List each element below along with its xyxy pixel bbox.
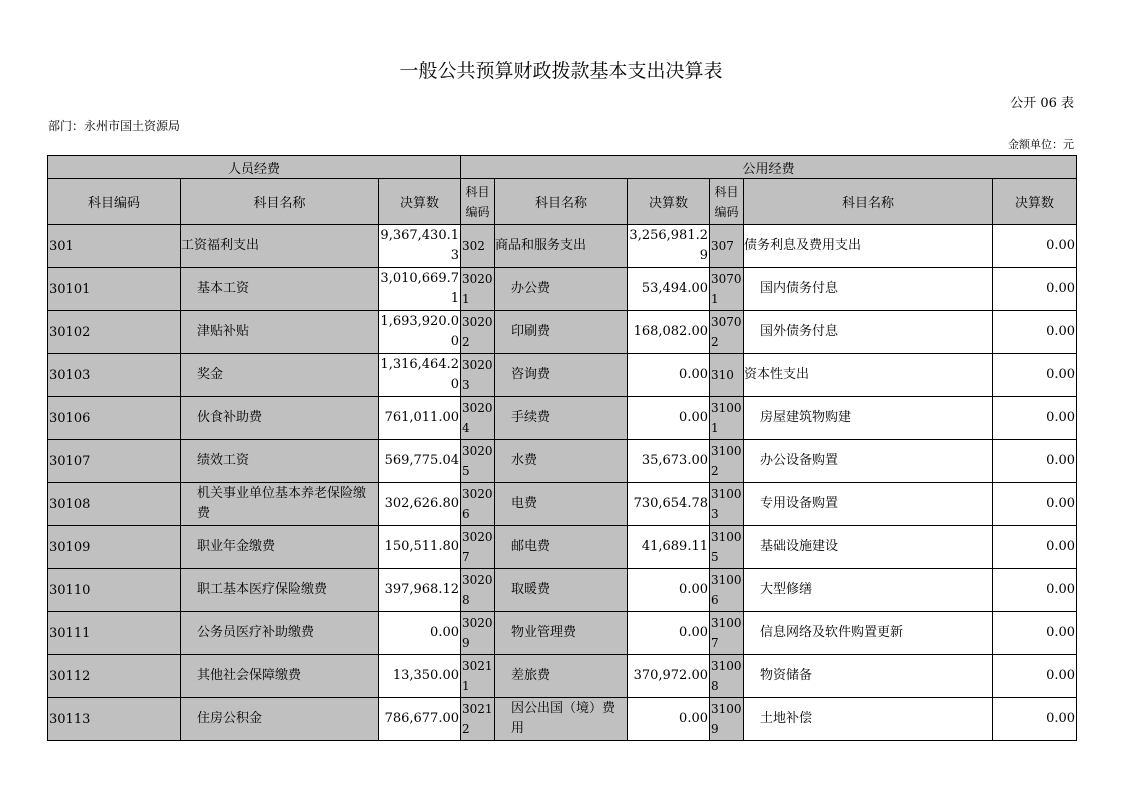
personnel-code-cell: 30101 — [48, 268, 181, 311]
table-row — [48, 569, 1077, 612]
personnel-amount-cell: 9,367,430.13 — [379, 225, 461, 268]
capital-name-cell: 资本性支出 — [744, 354, 993, 397]
personnel-code-cell: 30106 — [48, 397, 181, 440]
col-header-code: 科目编码 — [461, 179, 495, 225]
group-header-public: 公用经费 — [461, 156, 1077, 179]
capital-code-cell: 31002 — [710, 440, 744, 483]
personnel-code-cell: 30103 — [48, 354, 181, 397]
capital-amount-cell: 0.00 — [993, 397, 1077, 440]
capital-amount-cell: 0.00 — [993, 354, 1077, 397]
personnel-code-cell: 30110 — [48, 569, 181, 612]
public-code-cell: 30208 — [461, 569, 495, 612]
col-header-amount: 决算数 — [379, 179, 461, 225]
col-header-code: 科目编码 — [48, 179, 181, 225]
personnel-name-cell: 津贴补贴 — [181, 311, 379, 354]
personnel-name-cell: 机关事业单位基本养老保险缴费 — [181, 483, 379, 526]
personnel-name-cell: 职业年金缴费 — [181, 526, 379, 569]
public-code-cell: 30207 — [461, 526, 495, 569]
table-row — [48, 440, 1077, 483]
department-label: 部门：永州市国土资源局 — [48, 119, 181, 133]
capital-name-cell: 房屋建筑物购建 — [744, 397, 993, 440]
table-row — [48, 612, 1077, 655]
personnel-code-cell: 30107 — [48, 440, 181, 483]
public-name-cell: 咨询费 — [495, 354, 628, 397]
public-amount-cell: 0.00 — [628, 354, 710, 397]
personnel-name-cell: 职工基本医疗保险缴费 — [181, 569, 379, 612]
table-row — [48, 225, 1077, 268]
public-name-cell: 电费 — [495, 483, 628, 526]
capital-code-cell: 310 — [710, 354, 744, 397]
public-amount-cell: 3,256,981.29 — [628, 225, 710, 268]
table-row — [48, 483, 1077, 526]
personnel-name-cell: 其他社会保障缴费 — [181, 655, 379, 698]
personnel-amount-cell: 150,511.80 — [379, 526, 461, 569]
capital-code-cell: 30701 — [710, 268, 744, 311]
personnel-code-cell: 30109 — [48, 526, 181, 569]
capital-amount-cell: 0.00 — [993, 483, 1077, 526]
table-row — [48, 268, 1077, 311]
table-row — [48, 655, 1077, 698]
personnel-name-cell: 绩效工资 — [181, 440, 379, 483]
personnel-code-cell: 30108 — [48, 483, 181, 526]
capital-amount-cell: 0.00 — [993, 268, 1077, 311]
capital-name-cell: 大型修缮 — [744, 569, 993, 612]
public-name-cell: 办公费 — [495, 268, 628, 311]
public-code-cell: 30206 — [461, 483, 495, 526]
capital-name-cell: 国内债务付息 — [744, 268, 993, 311]
public-name-cell: 水费 — [495, 440, 628, 483]
personnel-code-cell: 30112 — [48, 655, 181, 698]
capital-amount-cell: 0.00 — [993, 225, 1077, 268]
public-name-cell: 取暖费 — [495, 569, 628, 612]
capital-code-cell: 31001 — [710, 397, 744, 440]
capital-name-cell: 土地补偿 — [744, 698, 993, 741]
capital-amount-cell: 0.00 — [993, 655, 1077, 698]
public-amount-cell: 370,972.00 — [628, 655, 710, 698]
group-header-personnel: 人员经费 — [48, 156, 461, 179]
public-amount-cell: 730,654.78 — [628, 483, 710, 526]
personnel-amount-cell: 397,968.12 — [379, 569, 461, 612]
capital-code-cell: 31008 — [710, 655, 744, 698]
capital-amount-cell: 0.00 — [993, 440, 1077, 483]
public-amount-cell: 0.00 — [628, 698, 710, 741]
capital-amount-cell: 0.00 — [993, 311, 1077, 354]
public-amount-cell: 0.00 — [628, 612, 710, 655]
public-code-cell: 30203 — [461, 354, 495, 397]
capital-code-cell: 307 — [710, 225, 744, 268]
public-name-cell: 因公出国（境）费用 — [495, 698, 628, 741]
capital-name-cell: 办公设备购置 — [744, 440, 993, 483]
public-amount-cell: 41,689.11 — [628, 526, 710, 569]
public-code-cell: 30202 — [461, 311, 495, 354]
amount-unit-label: 金额单位：元 — [1008, 138, 1074, 151]
public-amount-cell: 168,082.00 — [628, 311, 710, 354]
capital-code-cell: 31007 — [710, 612, 744, 655]
table-row — [48, 526, 1077, 569]
capital-amount-cell: 0.00 — [993, 526, 1077, 569]
personnel-amount-cell: 0.00 — [379, 612, 461, 655]
personnel-code-cell: 30111 — [48, 612, 181, 655]
form-number: 公开 06 表 — [1010, 96, 1074, 111]
personnel-amount-cell: 3,010,669.71 — [379, 268, 461, 311]
col-header-name: 科目名称 — [181, 179, 379, 225]
table-row — [48, 311, 1077, 354]
table-row — [48, 397, 1077, 440]
capital-name-cell: 专用设备购置 — [744, 483, 993, 526]
personnel-name-cell: 工资福利支出 — [181, 225, 379, 268]
personnel-name-cell: 住房公积金 — [181, 698, 379, 741]
capital-name-cell: 债务利息及费用支出 — [744, 225, 993, 268]
capital-name-cell: 国外债务付息 — [744, 311, 993, 354]
public-amount-cell: 53,494.00 — [628, 268, 710, 311]
public-code-cell: 30211 — [461, 655, 495, 698]
capital-code-cell: 31009 — [710, 698, 744, 741]
col-header-name: 科目名称 — [495, 179, 628, 225]
public-name-cell: 手续费 — [495, 397, 628, 440]
personnel-amount-cell: 761,011.00 — [379, 397, 461, 440]
public-name-cell: 邮电费 — [495, 526, 628, 569]
capital-amount-cell: 0.00 — [993, 569, 1077, 612]
capital-code-cell: 31003 — [710, 483, 744, 526]
capital-name-cell: 信息网络及软件购置更新 — [744, 612, 993, 655]
capital-code-cell: 30702 — [710, 311, 744, 354]
public-amount-cell: 0.00 — [628, 569, 710, 612]
capital-code-cell: 31006 — [710, 569, 744, 612]
public-code-cell: 302 — [461, 225, 495, 268]
capital-name-cell: 基础设施建设 — [744, 526, 993, 569]
table-row — [48, 698, 1077, 741]
capital-amount-cell: 0.00 — [993, 612, 1077, 655]
capital-name-cell: 物资储备 — [744, 655, 993, 698]
capital-amount-cell: 0.00 — [993, 698, 1077, 741]
public-name-cell: 商品和服务支出 — [495, 225, 628, 268]
col-header-amount: 决算数 — [628, 179, 710, 225]
public-code-cell: 30204 — [461, 397, 495, 440]
personnel-name-cell: 基本工资 — [181, 268, 379, 311]
expenditure-table — [47, 155, 1077, 741]
personnel-amount-cell: 786,677.00 — [379, 698, 461, 741]
personnel-name-cell: 奖金 — [181, 354, 379, 397]
personnel-amount-cell: 1,693,920.00 — [379, 311, 461, 354]
capital-code-cell: 31005 — [710, 526, 744, 569]
public-name-cell: 差旅费 — [495, 655, 628, 698]
personnel-amount-cell: 13,350.00 — [379, 655, 461, 698]
public-name-cell: 印刷费 — [495, 311, 628, 354]
public-amount-cell: 35,673.00 — [628, 440, 710, 483]
personnel-amount-cell: 1,316,464.20 — [379, 354, 461, 397]
personnel-name-cell: 伙食补助费 — [181, 397, 379, 440]
public-amount-cell: 0.00 — [628, 397, 710, 440]
col-header-name: 科目名称 — [744, 179, 993, 225]
public-name-cell: 物业管理费 — [495, 612, 628, 655]
personnel-name-cell: 公务员医疗补助缴费 — [181, 612, 379, 655]
personnel-code-cell: 30113 — [48, 698, 181, 741]
public-code-cell: 30201 — [461, 268, 495, 311]
personnel-code-cell: 30102 — [48, 311, 181, 354]
public-code-cell: 30209 — [461, 612, 495, 655]
personnel-amount-cell: 569,775.04 — [379, 440, 461, 483]
personnel-code-cell: 301 — [48, 225, 181, 268]
col-header-amount: 决算数 — [993, 179, 1077, 225]
table-row — [48, 354, 1077, 397]
page-title: 一般公共预算财政拨款基本支出决算表 — [399, 60, 723, 82]
public-code-cell: 30212 — [461, 698, 495, 741]
col-header-code: 科目编码 — [710, 179, 744, 225]
public-code-cell: 30205 — [461, 440, 495, 483]
personnel-amount-cell: 302,626.80 — [379, 483, 461, 526]
